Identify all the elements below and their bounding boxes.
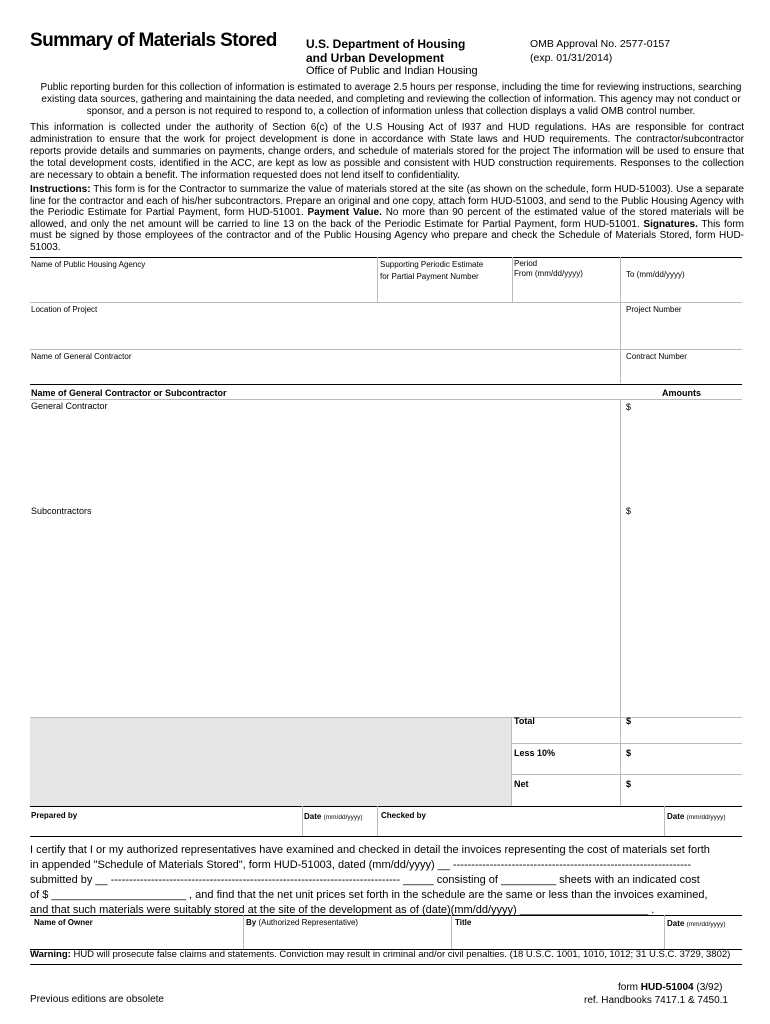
warning-statement [30,949,730,960]
checked-by-field[interactable]: Checked by [381,811,426,820]
obsolete-notice: Previous editions are obsolete [30,994,164,1005]
general-contractor-row[interactable]: General Contractor [31,401,108,411]
net-amount[interactable]: $ [626,779,632,789]
checked-date-field[interactable] [667,812,726,823]
payment-label: Payment Value. [307,207,382,219]
certification-line-5: and that such materials were suitably stored at the site of the development as of (date)(mm/dd/yyyy) _____________________ . [30,904,655,916]
table-header-amounts: Amounts [662,388,701,398]
table-header-divider [30,399,742,400]
certification-line-3: submitted by __ ------------------------------------------------------------------------------- _____ consisting of _________ sheets with an indicated cost [30,874,700,886]
agency-office: Office of Public and Indian Housing [306,65,478,77]
pha-name-field[interactable]: Name of Public Housing Agency [31,260,146,269]
period-from-field[interactable]: From (mm/dd/yyyy) [514,269,583,278]
totals-amount-divider [620,717,621,806]
agency-line-1: U.S. Department of Housing [306,37,466,51]
owner-title-field[interactable]: Title [455,918,472,927]
contract-number-field[interactable]: Contract Number [626,352,687,361]
supporting-estimate-field[interactable] [380,260,483,282]
form-number [618,982,723,993]
subcontractors-row[interactable]: Subcontractors [31,506,92,516]
field-grid-row [30,349,742,350]
omb-expiration: (exp. 01/31/2014) [530,52,613,64]
supporting-estimate-label-2: for Partial Payment Number [380,272,479,281]
by-label: By [246,918,257,927]
omb-approval: OMB Approval No. 2577-0157 [530,38,671,50]
instructions-body: This form is for the Contractor to summarize the value of materials stored at the site (as shown on the schedule, form HUD-51003). Use a separate line for the contractor and each of his/her subcontractors. Prepare an original and one copy, attach form HUD-51003, and send to the Public Housing Agency with the Periodic Estimate for Partial Payment, form HUD-51001. [30,184,744,219]
totals-label-divider [511,717,512,806]
certification-line-2: in appended "Schedule of Materials Stored", form HUD-51003, dated (mm/dd/yyyy) __ ----------------------------------------------------------------- [30,859,692,871]
general-contractor-amount[interactable]: $ [626,402,632,412]
certification-line-4: of $ ______________________ , and find that the net unit prices set forth in the schedule are the same or less than the invoices examined, [30,889,708,901]
signoff-divider [664,806,665,836]
field-grid-top [30,257,742,258]
period-to-field[interactable]: To (mm/dd/yyyy) [626,270,685,279]
owner-date-format: (mm/dd/yyyy) [686,921,726,928]
less-ten-percent-amount[interactable]: $ [626,748,632,758]
warning-underline [30,964,742,965]
totals-row-divider [511,774,742,775]
authorized-representative-field[interactable] [246,918,358,928]
warning-body: HUD will prosecute false claims and statements. Conviction may result in criminal and/or civil penalties. (18 U.S.C. 1001, 1010, 1012; 31 U.S.C. 3729, 3802) [70,949,731,960]
owner-row-top [30,915,742,916]
form-date: (3/92) [693,982,723,993]
signatures-label: Signatures. [643,218,698,230]
table-header-name: Name of General Contractor or Subcontractor [31,388,227,398]
net-label: Net [514,779,529,789]
field-divider [620,257,621,383]
field-grid-row [30,302,742,303]
supporting-estimate-label-1: Supporting Periodic Estimate [380,260,484,269]
field-divider [512,257,513,302]
general-contractor-name-field[interactable]: Name of General Contractor [31,352,132,361]
checked-date-format: (mm/dd/yyyy) [686,814,726,821]
authority-statement: This information is collected under the authority of Section 6(c) of the U.S Housing Act of I937 and HUD regulations. HAs are responsible for contract administration to ensure that the work for project development is done in accordance with State laws and HUD requirements. The contractor/subcontractor reports provide details and summaries on payments, change orders, and schedule of materials stored for the project The information will be used to ensure that the total development costs, identified in the ACC, are kept as low as possible and consistent with HUD construction requirements. Responses to the collection are necessary to obtain a benefit. The information requested does not lend itself to confidentiality. [30,122,744,181]
signoff-divider [302,806,303,836]
instructions-label: Instructions: [30,184,91,195]
project-location-field[interactable]: Location of Project [31,305,98,314]
prepared-by-field[interactable]: Prepared by [31,811,78,820]
subcontractors-amount[interactable]: $ [626,506,632,516]
owner-divider [243,915,244,949]
period-label: Period [514,259,538,268]
by-detail: (Authorized Representative) [258,918,359,927]
payment-body: No more than 90 percent of the estimated value of the stored materials will be allowed, and only the net amount will be carried to line 13 on the back of the Periodic Estimate for Partial Payment, form HUD-51001. [30,207,744,230]
owner-divider [451,915,452,949]
totals-top-border [30,717,742,718]
totals-row-divider [511,743,742,744]
owner-divider [664,915,665,949]
form-prefix: form [618,982,641,993]
checked-date-label: Date [667,812,685,821]
agency-line-2: and Urban Development [306,51,445,65]
form-title: Summary of Materials Stored [30,30,277,51]
owner-date-label: Date [667,919,685,928]
project-number-field[interactable]: Project Number [626,305,682,314]
table-top-border [30,384,742,385]
certification-statement [30,843,742,918]
totals-shaded-area [30,717,511,806]
burden-statement: Public reporting burden for this collection of information is estimated to average 2.5 hours per response, including the time for reviewing instructions, searching existing data sources, gathering and maintaining the data needed, and completing and reviewing the collection of information. This agency may not conduct or sponsor, and a person is not required to respond to, a collection of information unless that collection displays a valid OMB control number. [40,82,742,117]
total-amount[interactable]: $ [626,716,632,726]
amounts-column-divider [620,399,621,717]
total-label: Total [514,716,535,726]
owner-date-field[interactable] [667,919,726,930]
certification-line-1: I certify that I or my authorized representatives have examined and checked in detail the invoices representing the cost of materials set forth [30,844,710,856]
prepared-date-format: (mm/dd/yyyy) [323,814,363,821]
signoff-bottom-border [30,836,742,837]
owner-name-field[interactable]: Name of Owner [34,918,93,927]
prepared-date-field[interactable] [304,812,363,823]
signatures-body: This form must be signed by those employees of the contractor and of the Public Housing Agency who prepare and check the Schedule of Materials Stored, form HUD-51003. [30,218,744,253]
handbook-reference: ref. Handbooks 7417.1 & 7450.1 [584,995,728,1006]
signoff-top-border [30,806,742,807]
field-divider [377,257,378,302]
warning-label: Warning: [30,949,71,960]
instructions-paragraph [30,184,744,254]
less-ten-percent-label: Less 10% [514,748,556,758]
signoff-divider [377,806,378,836]
form-id: HUD-51004 [640,982,694,993]
prepared-date-label: Date [304,812,322,821]
